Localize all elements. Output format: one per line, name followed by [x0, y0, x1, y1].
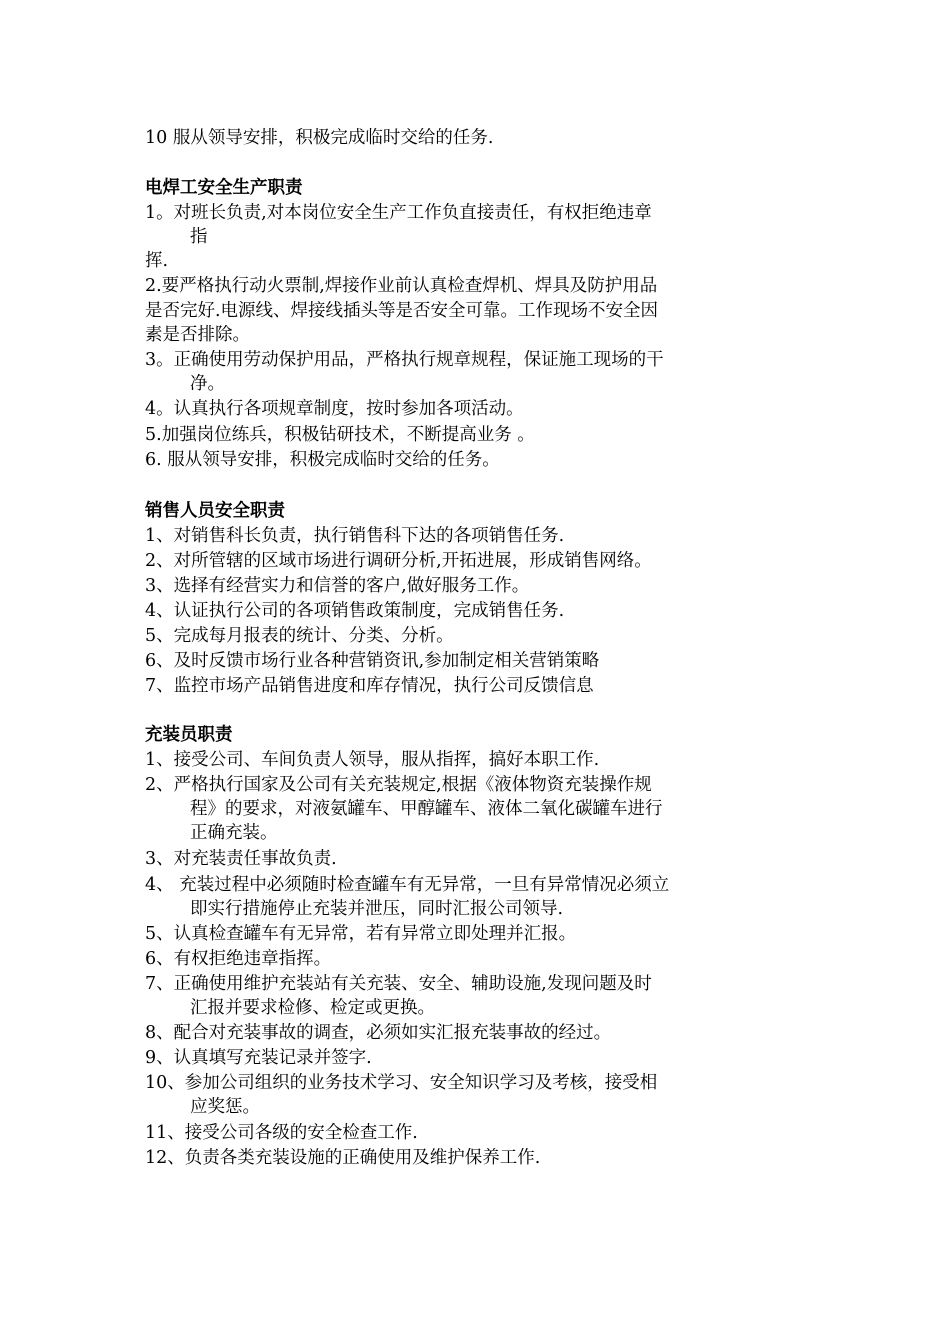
welder-line: 4。认真执行各项规章制度，按时参加各项活动。	[145, 399, 524, 419]
filler-line: 程》的要求，对液氨罐车、甲醇罐车、液体二氧化碳罐车进行	[190, 799, 663, 819]
filler-line: 1、接受公司、车间负责人领导，服从指挥，搞好本职工作.	[145, 750, 600, 770]
welder-line: 净。	[190, 374, 225, 394]
sales-line: 2、对所管辖的区域市场进行调研分析,开拓进展，形成销售网络。	[145, 551, 652, 571]
sales-line: 6、及时反馈市场行业各种营销资讯,参加制定相关营销策略	[145, 651, 600, 671]
welder-line: 挥.	[145, 251, 169, 271]
filler-line: 5、认真检查罐车有无异常，若有异常立即处理并汇报。	[145, 924, 577, 944]
section-title-sales: 销售人员安全职责	[145, 501, 285, 521]
filler-line: 10、参加公司组织的业务技术学习、安全知识学习及考核，接受相	[145, 1073, 658, 1093]
filler-line: 4、 充装过程中必须随时检查罐车有无异常，一旦有异常情况必须立	[145, 875, 670, 895]
section-title-filler: 充装员职责	[145, 725, 233, 745]
filler-line: 3、对充装责任事故负责.	[145, 849, 337, 869]
filler-line: 7、正确使用维护充装站有关充装、安全、辅助设施,发现问题及时	[145, 974, 652, 994]
filler-line: 12、负责各类充装设施的正确使用及维护保养工作.	[145, 1148, 541, 1168]
sales-line: 7、监控市场产品销售进度和库存情况，执行公司反馈信息	[145, 676, 594, 696]
filler-line: 汇报并要求检修、检定或更换。	[190, 998, 435, 1018]
welder-line: 2.要严格执行动火票制,焊接作业前认真检查焊机、焊具及防护用品	[145, 276, 658, 296]
sales-line: 4、认证执行公司的各项销售政策制度，完成销售任务.	[145, 601, 565, 621]
filler-line: 8、配合对充装事故的调查，必须如实汇报充装事故的经过。	[145, 1023, 612, 1043]
welder-line: 6. 服从领导安排，积极完成临时交给的任务。	[145, 450, 500, 470]
filler-line: 2、严格执行国家及公司有关充装规定,根据《液体物资充装操作规	[145, 775, 652, 795]
filler-line: 6、有权拒绝违章指挥。	[145, 949, 332, 969]
intro-line: 10 服从领导安排，积极完成临时交给的任务.	[145, 128, 494, 148]
welder-line: 5.加强岗位练兵，积极钻研技术，不断提高业务 。	[145, 425, 535, 445]
filler-line: 即实行措施停止充装并泄压，同时汇报公司领导.	[190, 899, 564, 919]
filler-line: 11、接受公司各级的安全检查工作.	[145, 1123, 418, 1143]
section-title-welder: 电焊工安全生产职责	[145, 178, 303, 198]
filler-line: 9、认真填写充装记录并签字.	[145, 1048, 372, 1068]
sales-line: 1、对销售科长负责，执行销售科下达的各项销售任务.	[145, 526, 565, 546]
filler-line: 应奖惩。	[190, 1097, 260, 1117]
welder-line: 指	[190, 227, 208, 247]
filler-line: 正确充装。	[190, 823, 278, 843]
welder-line: 3。正确使用劳动保护用品，严格执行规章规程，保证施工现场的干	[145, 350, 664, 370]
welder-line: 素是否排除。	[145, 325, 250, 345]
sales-line: 3、选择有经营实力和信誉的客户,做好服务工作。	[145, 576, 530, 596]
welder-line: 是否完好.电源线、焊接线插头等是否安全可靠。工作现场不安全因	[145, 301, 659, 321]
welder-line: 1。对班长负责,对本岗位安全生产工作负直接责任，有权拒绝违章	[145, 203, 652, 223]
sales-line: 5、完成每月报表的统计、分类、分析。	[145, 626, 454, 646]
